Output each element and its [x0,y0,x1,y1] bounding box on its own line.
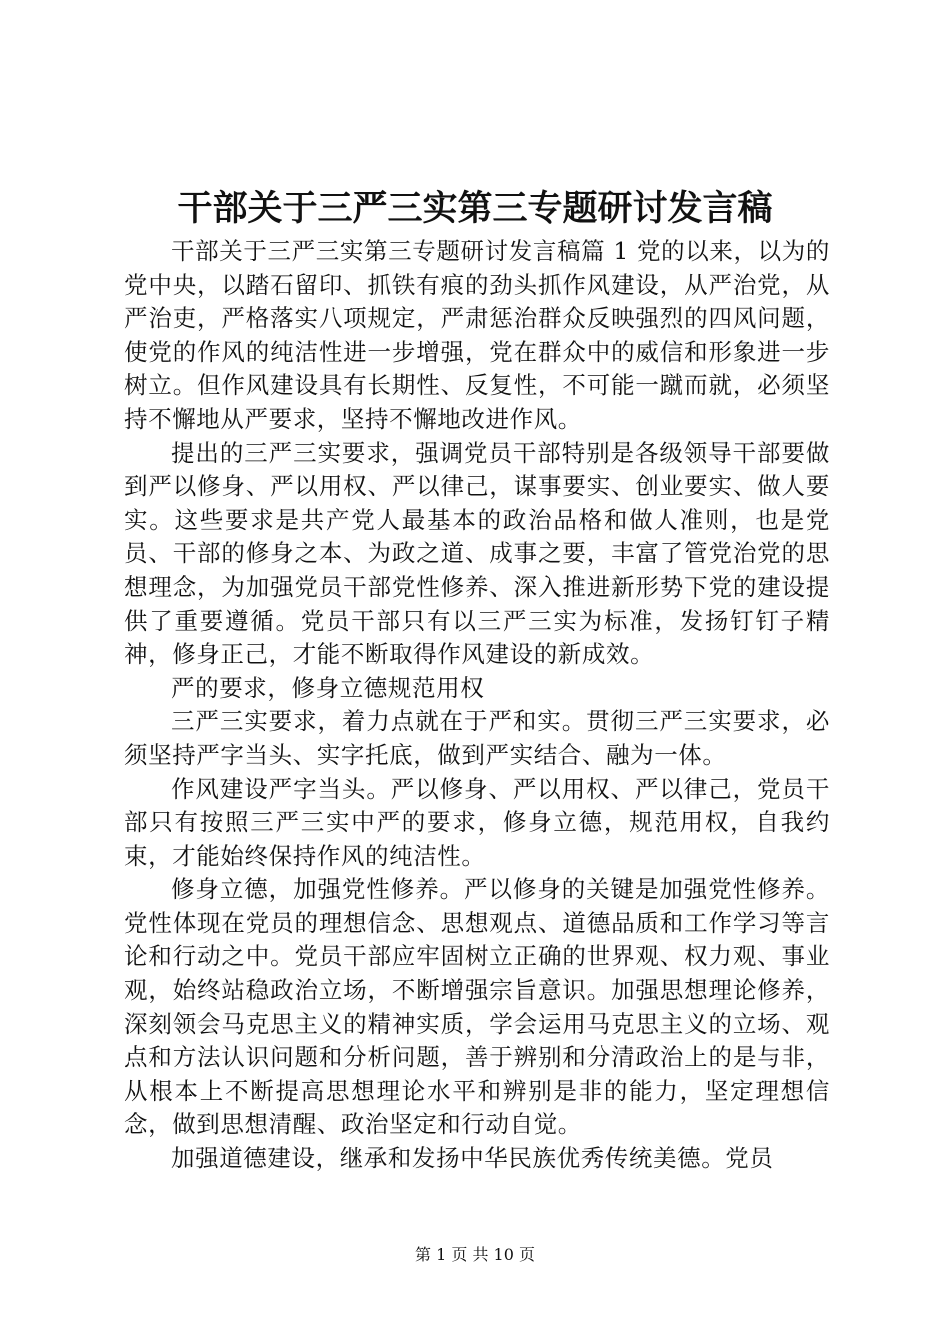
paragraph: 修身立德，加强党性修养。严以修身的关键是加强党性修养。党性体现在党员的理想信念、思想观点、道德品质和工作学习等言论和行动之中。党员干部应牢固树立正确的世界观、权力观、事业观，始终站稳政治立场，不断增强宗旨意识。加强思想理论修养，深刻领会马克思主义的精神实质，学会运用马克思主义的立场、观点和方法认识问题和分析问题，善于辨别和分清政治上的是与非，从根本上不断提高思想理论水平和辨别是非的能力，坚定理想信念，做到思想清醒、政治坚定和行动自觉。 [124,875,830,1139]
paragraph: 提出的三严三实要求，强调党员干部特别是各级领导干部要做到严以修身、严以用权、严以律己，谋事要实、创业要实、做人要实。这些要求是共产党人最基本的政治品格和做人准则，也是党员、干部的修身之本、为政之道、成事之要，丰富了管党治党的思想理念，为加强党员干部党性修养、深入推进新形势下党的建设提供了重要遵循。党员干部只有以三严三实为标准，发扬钉钉子精神，修身正己，才能不断取得作风建设的新成效。 [124,438,830,669]
paragraph: 作风建设严字当头。严以修身、严以用权、严以律己，党员干部只有按照三严三实中严的要求，修身立德，规范用权，自我约束，才能始终保持作风的纯洁性。 [124,774,830,870]
document-title: 干部关于三严三实第三专题研讨发言稿 [177,188,773,229]
document-body [124,235,830,1176]
section-heading: 严的要求，修身立德规范用权 [171,673,485,702]
paragraph: 三严三实要求，着力点就在于严和实。贯彻三严三实要求，必须坚持严字当头、实字托底，做到严实结合、融为一体。 [124,707,830,769]
paragraph: 加强道德建设，继承和发扬中华民族优秀传统美德。党员 [171,1144,774,1173]
page-footer: 第 1 页 共 10 页 [415,1245,535,1264]
paragraph: 干部关于三严三实第三专题研讨发言稿篇 1 党的以来，以为的党中央，以踏石留印、抓铁有痕的劲头抓作风建设，从严治党，从严治吏，严格落实八项规定，严肃惩治群众反映强烈的四风问题，使党的作风的纯洁性进一步增强，党在群众中的威信和形象进一步树立。但作风建设具有长期性、反复性，不可能一蹴而就，必须坚持不懈地从严要求，坚持不懈地改进作风。 [124,237,830,433]
